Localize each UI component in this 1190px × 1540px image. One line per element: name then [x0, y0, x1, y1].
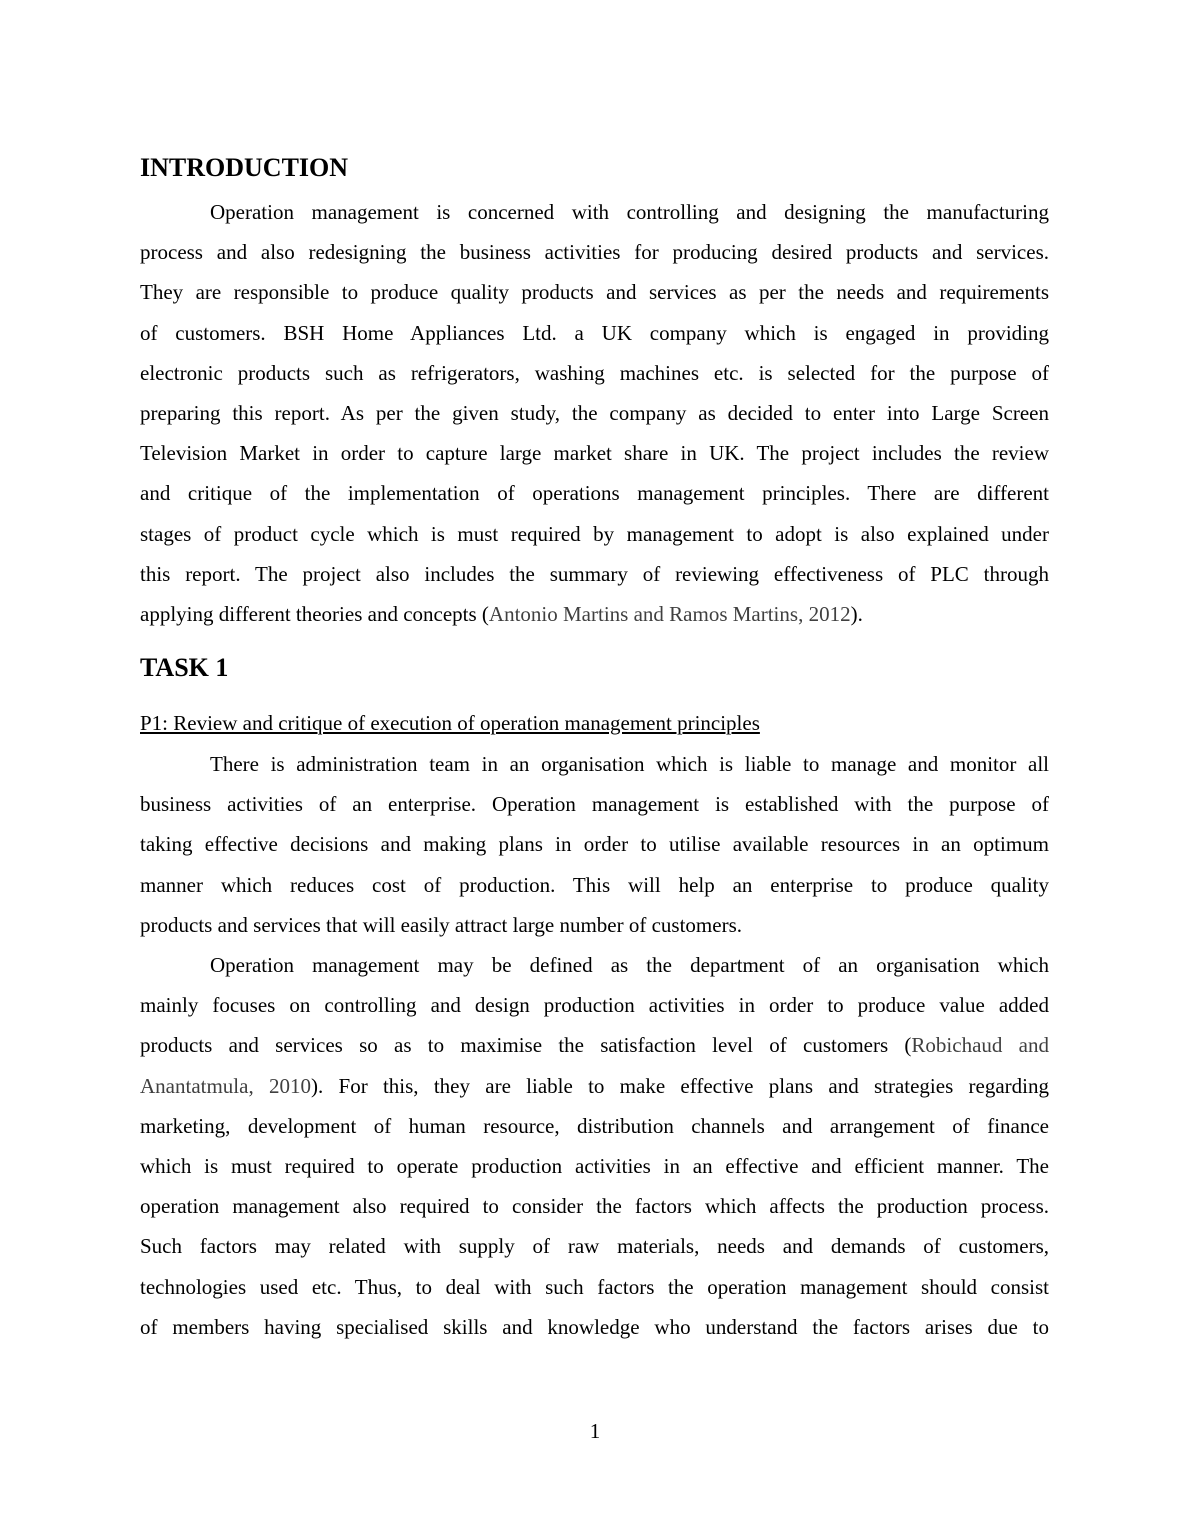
text-line — [140, 865, 1049, 905]
text-line — [140, 473, 1049, 513]
text-line — [140, 232, 1049, 272]
text-segment: operation management also required to consider the factors which affects the production process. — [140, 1194, 1049, 1219]
text-line — [140, 1146, 1049, 1186]
text-line — [140, 313, 1049, 353]
intro-paragraph — [140, 192, 1049, 634]
text-segment: They are responsible to produce quality products and services as per the needs and requirements — [140, 280, 1049, 305]
text-line — [140, 1307, 1049, 1347]
text-segment: business activities of an enterprise. Operation management is established with the purpose of — [140, 792, 1049, 817]
text-segment: electronic products such as refrigerators, washing machines etc. is selected for the purpose of — [140, 360, 1049, 385]
text-segment: Television Market in order to capture large market share in UK. The project includes the review — [140, 441, 1049, 466]
text-line — [140, 1106, 1049, 1146]
citation: Anantatmula, 2010 — [140, 1073, 311, 1098]
text-line — [140, 1066, 1049, 1106]
text-line — [140, 1226, 1049, 1266]
text-segment: of customers. BSH Home Appliances Ltd. a UK company which is engaged in providing — [140, 320, 1049, 345]
text-segment: products and services so as to maximise the satisfaction level of customers ( — [140, 1033, 912, 1058]
text-segment: this report. The project also includes the summary of reviewing effectiveness of PLC through — [140, 561, 1049, 586]
text-segment: manner which reduces cost of production. This will help an enterprise to produce quality — [140, 872, 1049, 897]
text-line — [140, 985, 1049, 1025]
text-segment: Such factors may related with supply of raw materials, needs and demands of customers, — [140, 1234, 1049, 1259]
text-segment: technologies used etc. Thus, to deal with such factors the operation management should consist — [140, 1274, 1049, 1299]
text-line — [140, 784, 1049, 824]
text-segment: ). — [850, 601, 863, 626]
text-segment: preparing this report. As per the given study, the company as decided to enter into Large Screen — [140, 400, 1049, 425]
p1-subheading: P1: Review and critique of execution of operation management principles — [140, 711, 760, 735]
citation: Robichaud and — [911, 1033, 1049, 1058]
text-segment: and critique of the implementation of operations management principles. There are different — [140, 481, 1049, 506]
text-line — [140, 1025, 1049, 1065]
page-number: 1 — [589, 1419, 601, 1443]
text-segment: ). For this, they are liable to make effective plans and strategies regarding — [311, 1073, 1050, 1098]
text-segment: taking effective decisions and making plans in order to utilise available resources in an optimum — [140, 832, 1049, 857]
text-line — [140, 1186, 1049, 1226]
text-line — [140, 744, 1049, 784]
body-paragraph — [140, 744, 1049, 945]
text-line — [140, 393, 1049, 433]
text-segment: Operation management may be defined as the department of an organisation which — [210, 953, 1049, 977]
text-segment: mainly focuses on controlling and design production activities in order to produce value added — [140, 993, 1049, 1018]
body-paragraph — [140, 945, 1049, 1347]
text-segment: marketing, development of human resource, distribution channels and arrangement of finance — [140, 1113, 1049, 1138]
text-segment: of members having specialised skills and knowledge who understand the factors arises due to — [140, 1314, 1049, 1339]
introduction-heading: INTRODUCTION — [140, 153, 349, 182]
text-segment: There is administration team in an organisation which is liable to manage and monitor all — [210, 752, 1049, 776]
task-1-heading: TASK 1 — [140, 653, 229, 682]
text-line — [140, 594, 1049, 634]
text-segment: Operation management is concerned with controlling and designing the manufacturing — [210, 200, 1049, 224]
text-line — [140, 433, 1049, 473]
text-segment: process and also redesigning the business activities for producing desired products and services. — [140, 240, 1049, 265]
citation: Antonio Martins and Ramos Martins, 2012 — [488, 601, 851, 626]
text-line — [140, 554, 1049, 594]
text-line — [140, 945, 1049, 985]
text-line — [140, 905, 1049, 945]
text-line — [140, 353, 1049, 393]
text-segment: applying different theories and concepts ( — [140, 601, 489, 626]
text-line — [140, 1267, 1049, 1307]
text-segment: stages of product cycle which is must required by management to adopt is also explained under — [140, 521, 1049, 546]
text-line — [140, 824, 1049, 864]
text-line — [140, 192, 1049, 232]
text-line — [140, 272, 1049, 312]
text-line — [140, 514, 1049, 554]
text-segment: which is must required to operate production activities in an effective and efficient manner. The — [140, 1153, 1049, 1178]
text-segment: products and services that will easily attract large number of customers. — [140, 912, 743, 937]
